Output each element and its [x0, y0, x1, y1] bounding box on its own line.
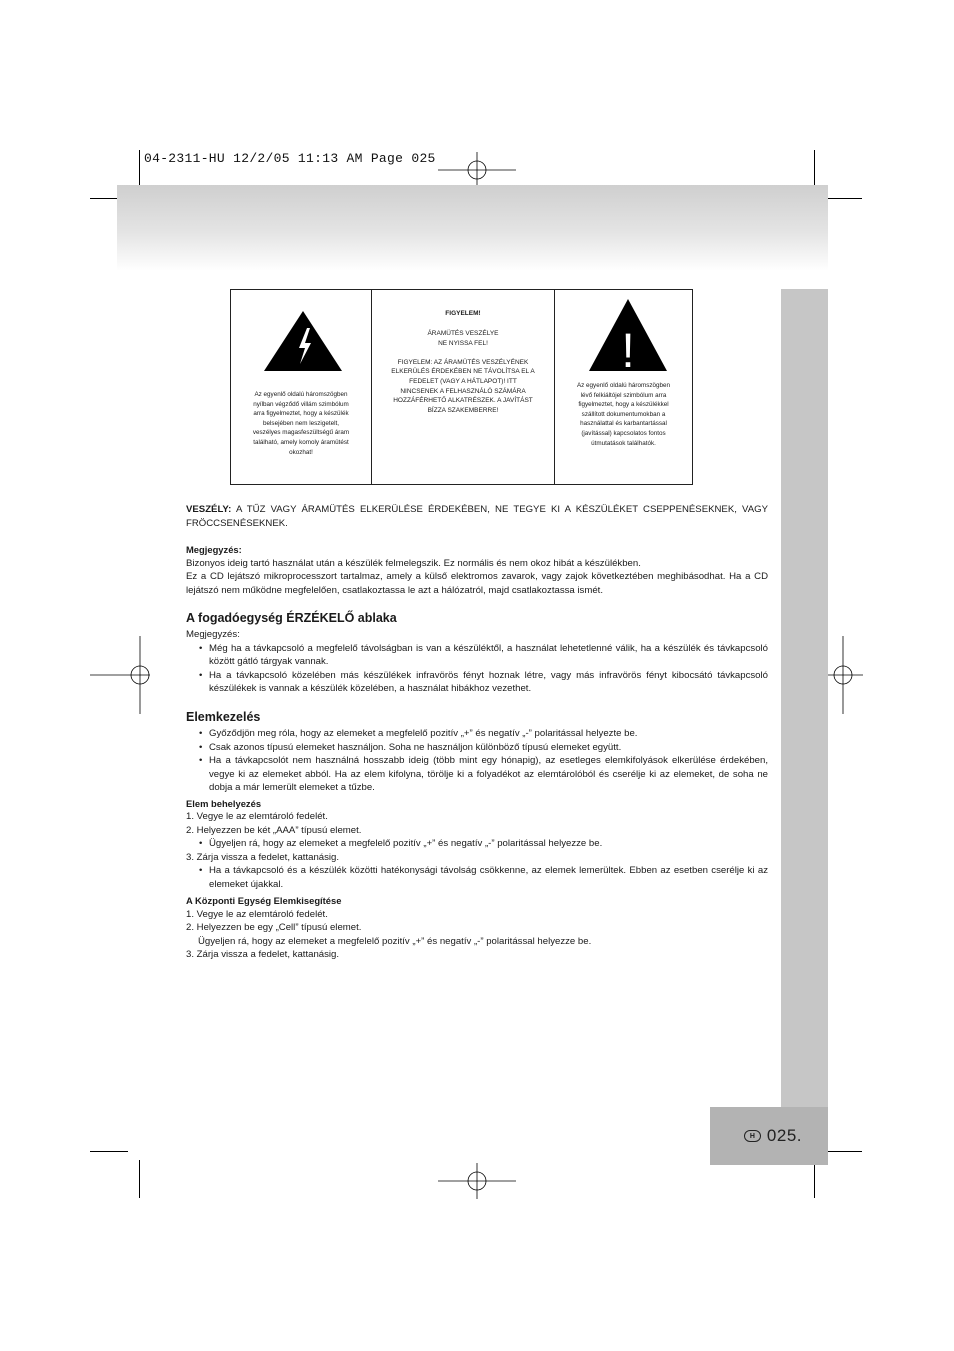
note-section	[186, 543, 768, 597]
warning-left-text: Az egyenlő oldalú háromszögben nyílban végződő villám szimbólum arra figyelmeztet, hogy a készülék belsejében nem leszigetelt, veszélyes magasfeszültségű áram található, amely komoly áramütést okozhat!	[252, 391, 350, 456]
warning-right-text: Az egyenlő oldalú háromszögben lévő felkiáltójel szimbólum arra figyelmeztet, hogy a készülékkel szállított dokumentumokban a használattal és karbantartással (javítással) kapcsolatos fontos útmutatások találhatók.	[576, 382, 671, 447]
list-item: • Ha a távkapcsoló közelében más készülékek infravörös fényt hoznak létre, vagy más infravörös fényt kibocsátó távkapcsoló készülékek is vannak a készülék közelében, a használat hibákhoz vezethet.	[186, 669, 768, 696]
step: 2. Helyezzen be két „AAA” típusú elemet.	[186, 824, 362, 836]
danger-text: A TŰZ VAGY ÁRAMÜTÉS ELKERÜLÉSE ÉRDEKÉBEN, NE TEGYE KI A KÉSZÜLÉKET CSEPPENÉSEKNEK, VAGY FRÖCCSENÉSEKNEK.	[186, 504, 768, 529]
language-marker: H	[744, 1130, 761, 1142]
registration-mark-icon	[438, 150, 516, 190]
warning-cell-right	[555, 290, 692, 484]
crop-mark	[139, 150, 140, 188]
warning-title: FIGYELEM!	[445, 310, 481, 317]
step: 1. Vegye le az elemtároló fedelét.	[186, 811, 328, 822]
crop-mark	[139, 1160, 140, 1198]
battery-section	[186, 727, 768, 962]
note-line: Bizonyos ideig tartó használat után a készülék felmelegszik. Ez normális és nem okoz hibát a készülékben.	[186, 557, 641, 569]
registration-mark-icon	[90, 636, 150, 714]
danger-paragraph	[186, 503, 768, 530]
crop-mark	[824, 198, 862, 199]
crop-mark	[814, 150, 815, 188]
sensor-section	[186, 628, 768, 696]
warning-cell-left	[231, 290, 372, 484]
warning-box	[230, 289, 693, 485]
warning-center-text: ÁRAMÜTÉS VESZÉLYE NE NYISSA FEL! FIGYELEM: AZ ÁRAMÜTÉS VESZÉLYÉNEK ELKERÜLÉS ÉRDEKÉBEN NE TÁVOLÍTSA EL A FEDELET (VAGY A HÁTLAPOT)! ITT NINCSENEK A FELHASZNÁLÓ SZÁMÁRA HOZZÁFÉRHETŐ ALKATRÉSZEK. A JAVÍTÁST BÍZZA SZAKEMBERRE!	[391, 330, 535, 414]
crop-mark	[90, 1151, 128, 1152]
registration-mark-icon	[438, 1161, 516, 1201]
exclamation-warning-icon	[588, 298, 668, 372]
crop-mark	[814, 1160, 815, 1198]
danger-label: VESZÉLY:	[186, 504, 232, 515]
subheading-insert: Elem behelyezés	[186, 797, 262, 809]
crop-mark	[824, 1151, 862, 1152]
side-tab-bar	[781, 289, 828, 1107]
note-line: Ez a CD lejátszó mikroprocesszort tartalmaz, amely a külső elektromos zavarok, vagy zajok következtében meghibásodhat. Ha a CD lejátszó nem működne megfelelően, csatlakoztassa le azt a hálózatról, majd csatlakoztassa ismét.	[186, 571, 768, 596]
sensor-note: Megjegyzés:	[186, 629, 240, 640]
step: 3. Zárja vissza a fedelet, kattanásig.	[186, 851, 340, 863]
list-item: • Ha a távkapcsolót nem használná hosszabb ideig (több mint egy hónapig), az esetleges elemkifolyások elkerülése érdekében, vegye ki az elemeket abból. Ha az elem kifolyna, törölje ki a folyadékot az elemtárolóból és cserélje ki az elemeket, de soha ne dobja a már lemerült elemeket a tűzbe.	[186, 754, 768, 795]
step: 3. Zárja vissza a fedelet, kattanásig.	[186, 949, 340, 960]
lightning-warning-icon	[263, 310, 343, 372]
page-number-box	[710, 1107, 828, 1165]
warning-cell-center	[372, 290, 555, 484]
subheading-central: A Központi Egység Elemkisegítése	[186, 895, 342, 906]
step: 2. Helyezzen be egy „Cell” típusú elemet.	[186, 922, 362, 933]
section-heading-sensor: A fogadóegység ÉRZÉKELŐ ablaka	[186, 611, 397, 625]
step-note: Ügyeljen rá, hogy az elemeket a megfelelő pozitív „+” és negatív „-” polaritással helyezze be.	[198, 935, 592, 947]
list-item: • Csak azonos típusú elemeket használjon. Soha ne használjon különböző típusú elemeket együtt.	[186, 741, 768, 755]
section-heading-battery: Elemkezelés	[186, 710, 261, 724]
step: 1. Vegye le az elemtároló fedelét.	[186, 908, 328, 920]
header-band	[117, 185, 828, 271]
page-number: 025.	[766, 1126, 802, 1145]
print-slug: 04-2311-HU 12/2/05 11:13 AM Page 025	[144, 151, 436, 166]
list-item: • Győződjön meg róla, hogy az elemeket a megfelelő pozitív „+” és negatív „-” polaritással helyezte be.	[186, 727, 768, 741]
svg-text:!: !	[621, 325, 635, 372]
list-item: • Ha a távkapcsoló és a készülék közötti hatékonysági távolság csökkenne, az elemek lemerültek. Ebben az esetben cserélje ki az elemeket újakkal.	[186, 864, 768, 891]
list-item: • Még ha a távkapcsoló a megfelelő távolságban is van a készüléktől, a használat lehetetlenné válik, ha a készülék és távkapcsoló között gátló tárgyak vannak.	[186, 642, 768, 669]
note-heading: Megjegyzés:	[186, 544, 242, 555]
list-item: • Ügyeljen rá, hogy az elemeket a megfelelő pozitív „+” és negatív „-” polaritással helyezze be.	[186, 837, 768, 851]
